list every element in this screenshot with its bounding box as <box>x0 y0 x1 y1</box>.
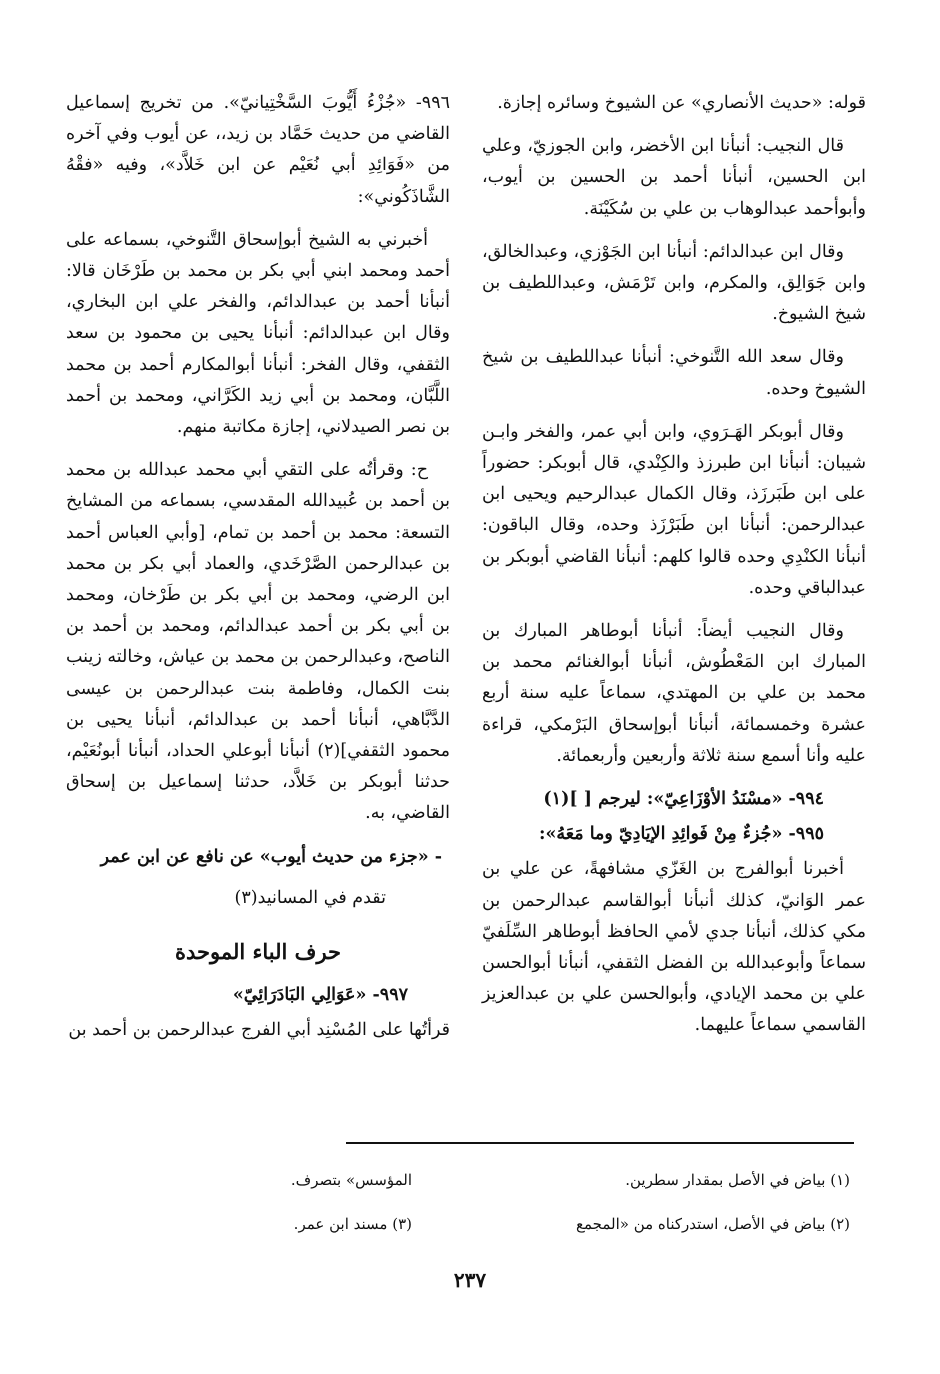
paragraph: أخبرني به الشيخ أبوإسحاق التَّنوخي، بسماعه على أحمد ومحمد ابني أبي بكر بن محمد بن طَرْخَان قالا: أنبأنا أحمد بن عبدالدائم، والفخر علي ابن البخاري، وقال ابن عبدالدائم: أنبأنا يحيى بن محمود بن سعد الثقفي، وقال الفخر: أنبأنا أبوالمكارم أحمد بن محمد اللَّبَّان، ومحمد بن أبي زيد الكَرَّاني، ومحمد بن أحمد بن نصر الصيدلاني، إجازة مكاتبة منهم. <box>66 229 450 438</box>
entry-heading-996: ٩٩٦- «جُزْءُ أَيُّوبَ السَّخْتِيانيّ». من تخريج إسماعيل القاضي من حديث حَمَّاد بن زيد،، عن أيوب وفي آخره من «فَوَائِدِ أبي نُعَيْم عن ابن خَلاَّد»، وفيه «فقْهُ الشَّاذَكُوني»: <box>66 93 450 207</box>
section-title: حرف الباء الموحدة <box>174 939 342 965</box>
paragraph: وقال ابن عبدالدائم: أنبأنا ابن الجَوْزي، وعبدالخالق، وابن جَوَالِق، والمكرم، وابن تَرْمَش، وعبداللطيف بن شيخ الشيوخ. <box>482 241 866 325</box>
footnote-2-continued: المؤسس» بتصرف. <box>290 1171 412 1189</box>
footnote-1: (١) بياض في الأصل بمقدار سطرين. <box>625 1171 850 1189</box>
entry-heading-994: ٩٩٤- «مسْنَدُ الأوْزَاعِيّ»: ليرجم [ ](١) <box>543 789 824 810</box>
right-column <box>482 88 866 1054</box>
paragraph: قوله: «حديث الأنصاري» عن الشيوخ وسائره إجازة. <box>497 93 866 113</box>
paragraph: وقال أبوبكر الهَـرَوي، وابن أبي عمر، والفخر وابـن شيبان: أنبأنا ابن طبرزذ والكِنْدي، قال أبوبكر: حضوراً على ابن طَبَرزَذ، وقال الكمال عبدالرحيم ويحيى ابن عبدالرحمن: أنبأنا ابن طَبَرْزَذ وحده، وقال الباقون: أنبأنا الكنْدِي وحده قالوا كلهم: أنبأنا القاضي أبوبكر بن عبدالباقي وحده. <box>482 421 866 598</box>
left-column <box>66 88 450 1058</box>
paragraph: أخبرنا أبوالفرج بن الغَزّي مشافهةً، عن علي بن عمر الوَانيّ، كذلك أنبأنا أبوالقاسم عبدالرحمن بن مكي كذلك، أنبأنا جدي لأمي الحافظ أبوطاهر السِّلَفيّ سماعاً وأبوعبدالله بن الفضل الثقفي، أنبأنا أبوالحسن علي بن محمد الإيادي، وأبوالحسن علي بن عبدالعزيز القاسمي سماعاً عليهما. <box>482 859 866 1036</box>
paragraph: قال النجيب: أنبأنا ابن الأخضر، وابن الجوزيّ، وعلي ابن الحسين، أنبأنا أحمد بن الحسين بن أيوب، وأبوأحمد عبدالوهاب بن علي بن سُكَيْنَة. <box>482 136 866 219</box>
page-number: ٢٣٧ <box>453 1268 487 1292</box>
entry-heading-997: ٩٩٧- «عَوَالِي البَادَرَائِيّ» <box>232 985 408 1006</box>
paragraph: وقال سعد الله التَّنوخي: أنبأنا عبداللطيف بن شيخ الشيوخ وحده. <box>482 347 866 399</box>
footnote-3: (٣) مسند ابن عمر. <box>293 1215 412 1233</box>
paragraph: وقال النجيب أيضاً: أنبأنا أبوطاهر المبارك بن المبارك ابن المَعْطُوش، أنبأنا أبوالغنائم محمد بن محمد بن علي بن المهتدي، سماعاً عليه سنة أربع عشرة وخمسمائة، أنبأنا أبوإسحاق البَرْمكي، قراءة عليه وأنا أسمع سنة ثلاثة وأربعين وأربعمائة. <box>482 621 866 766</box>
cross-reference-note: - «جزء من حديث أيوب» عن نافع عن ابن عمر <box>100 846 442 867</box>
footnote-2: (٢) بياض في الأصل، استدركناه من «المجمع <box>576 1215 850 1233</box>
footnote-divider <box>346 1142 854 1144</box>
paragraph: ح: وقرأتُه على التقي أبي محمد عبدالله بن محمد بن أحمد بن عُبيدالله المقدسي، بسماعه من المشايخ التسعة: محمد بن أحمد بن تمام، [وأبي العباس أحمد بن عبدالرحمن الصَّرْخَدي، والعماد أبي بكر بن محمد ابن الرضي، ومحمد بن أبي بكر بن طَرْخان، ومحمد بن أبي بكر بن أحمد عبدالدائم، ومحمد بن أحمد بن الناصح، وعبدالرحمن بن محمد بن عياش، وخالته زينب بنت الكمال، وفاطمة بنت عبدالرحمن بن عيسى الدَّبَّاهي، أنبأنا أحمد بن عبدالدائم، أنبأنا يحيى بن محمود الثقفي](٢) أنبأنا أبوعلي الحداد، أنبأنا أبونُعَيْم، حدثنا أبوبكر بن خَلاَّد، حدثنا إسماعيل بن إسحاق القاضي، به. <box>66 460 450 824</box>
entry-heading-995: ٩٩٥- «جُزءٌ مِنْ فَوائِدِ الإيَادِيّ وما مَعَهُ»: <box>539 824 824 845</box>
cross-reference-note: تقدم في المسانيد(٣) <box>234 887 386 908</box>
paragraph: قرأتُها على المُسْنِد أبي الفرج عبدالرحمن بن أحمد بن <box>68 1020 450 1041</box>
